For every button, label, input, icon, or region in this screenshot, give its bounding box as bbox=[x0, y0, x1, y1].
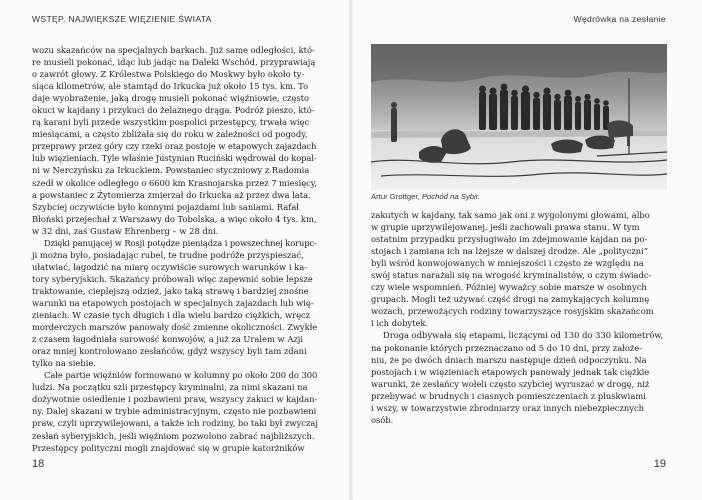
text-line: zakutych w kajdany, tak samo jak oni z wygolonymi głowami, albo bbox=[371, 210, 650, 220]
text-line: czy wiele wspomnień. Później wyważcy sobie marsze w osobnych bbox=[371, 282, 647, 293]
text-line: ji można było, posiadając rubel, te trudne podróże przyspieszać, bbox=[32, 249, 304, 260]
text-line: przebywać w brudnych i ciasnych pomieszczeniach z pluskwiami bbox=[371, 390, 646, 401]
text-line: traktowanie, cieplejszą odzież, jako taką strawę i bardziej znośne bbox=[32, 285, 309, 296]
illustration-grottger-pochod-na-sybir bbox=[371, 44, 667, 190]
text-line: a powstaniec z Żytomierza zmierzał do Irkucka aż przez dwa lata. bbox=[32, 189, 311, 200]
text-line: przeprawy przez góry czy rzeki oraz postoje w etapowych zajazdach bbox=[32, 141, 317, 152]
right-page-number: 19 bbox=[653, 458, 666, 470]
text-line: osób. bbox=[371, 414, 394, 425]
caption-title: Pochód na Sybir. bbox=[421, 192, 481, 201]
text-line: stojach i zamiana ich na lżejsze w dalszej drodze. Ale „polityczni” bbox=[371, 246, 649, 257]
text-line: ludzi. Na początku szli przestępcy kryminalni, za nimi skazani na bbox=[32, 382, 308, 393]
text-line: Błoński przejechał z Warszawy do Tobolska, a więc około 4 tys. km, bbox=[32, 213, 317, 224]
left-page-number: 18 bbox=[32, 458, 45, 470]
text-line: okuci w kajdany i przykuci do żelaznego drąga. Podróż pieszo, któ- bbox=[32, 105, 315, 116]
text-line: o zawrót głowy. Z Królestwa Polskiego do Moskwy było około ty- bbox=[32, 69, 305, 80]
text-line: re musieli pokonać, idąc lub jadąc na Daleki Wschód, przyprawiają bbox=[32, 57, 316, 68]
left-body-text bbox=[32, 44, 318, 454]
text-line: Całe partie więźniów formowano w kolumny po około 200 do 300 bbox=[44, 370, 318, 381]
text-line: szedł w okolice odległego o 6600 km Krasnojarska przez 7 miesięcy, bbox=[32, 177, 317, 188]
text-line: ostatnim przypadku przysługiwało im zdejmowanie kajdan na po- bbox=[371, 234, 648, 245]
caption-author: Artur Grottger, bbox=[371, 192, 420, 201]
text-line: warunki, że zesłańcy wołeli często szybciej wyruszać w drogę, niż bbox=[371, 378, 650, 389]
text-line: Dzięki panującej w Rosji potędze pieniądza i powszechnej korupc- bbox=[44, 237, 317, 248]
snow-ground bbox=[371, 130, 667, 190]
text-line: i ich dobytek. bbox=[371, 318, 429, 329]
text-line: grupach. Mogli też używać część drogi na zamykających kolumnę bbox=[371, 294, 650, 305]
text-line: rą karani byli przede wszystkim pospolici przestępcy, trwała więc bbox=[32, 117, 310, 128]
text-line: daje wyobrażenie, jaką drogę musieli pokonać więźniowie, często bbox=[32, 93, 310, 104]
text-line: w grupie uprzywilejowanej, jeśli zachowali prawa stanu. W tym bbox=[371, 222, 640, 233]
text-line: Przestępcy polityczni mogli znajdować się w grupie katorżników bbox=[32, 442, 305, 453]
text-line: miesiącami, a często zbliżała się do roku w zależności od pogody, bbox=[32, 129, 308, 140]
text-line: warunki na etapowych postojach w specjalnych zajazdach lub wię- bbox=[32, 297, 314, 308]
text-line: postojach i w więzieniach etapowych panowały jednak tak ciężkie bbox=[371, 366, 650, 377]
text-line: ni w Nerczyńsku za Irkuckiem. Powstaniec styczniowy z Radomia bbox=[32, 165, 310, 176]
text-line: wozach, przewożących rodziny towarzyszące rosyjskim skazańcom bbox=[371, 306, 654, 317]
text-line: oraz mniej kontrolowano zesłańców, gdyż wszyscy byli tam zdani bbox=[32, 346, 307, 357]
text-line: na pokonanie których przeznaczano od 5 do 10 dni, przy założe- bbox=[371, 342, 643, 353]
text-line: Szybciej oczywiście było konnymi pojazdami lub saniami. Rafał bbox=[32, 201, 300, 212]
text-line: swój status narażali się na wrogość kryminalistów, o czym świadc- bbox=[371, 270, 652, 281]
text-line: morderczych marszów panowały dość zmienne okoliczności. Zwykłe bbox=[32, 322, 318, 333]
text-line: byli wśród konwojowanych w mniejszości i często ze względu na bbox=[371, 258, 644, 269]
text-line: zieniach. W czasie tych długich i dla wielu bardzo ciężkich, wręcz bbox=[32, 310, 311, 321]
right-running-head: Wędrówka na zesłanie bbox=[573, 14, 666, 24]
illustration-caption bbox=[371, 192, 480, 201]
left-running-head: WSTĘP. NAJWIĘKSZE WIĘZIENIE ŚWIATA bbox=[32, 14, 212, 24]
text-line: ułatwiać, łagodzić na miarę oczywiście surowych warunków i ka- bbox=[32, 261, 308, 272]
text-line: tylko na siebie. bbox=[32, 358, 96, 369]
text-line: ny. Dalej skazani w trybie administracyjnym, często nie pozbawieni bbox=[32, 406, 317, 417]
text-line: lub więzieniach. Tyle właśnie Justynian Ruciński wędrował do kopal- bbox=[32, 153, 317, 164]
text-line: zesłań syberyjskich, jeśli więźniom pozwolono zabrać najbliższych. bbox=[32, 430, 315, 441]
text-line: z czasem łagodniała surowość konwojów, a już za Uralem w Azji bbox=[32, 334, 304, 345]
right-body-text bbox=[371, 209, 667, 426]
text-line: dożywotnie osiedlenie i pozbawieni praw, wszyscy zakuci w kajdan- bbox=[32, 394, 318, 405]
text-line: Droga odbywała się etapami, liczącymi od 130 do 330 kilometrów, bbox=[383, 330, 664, 341]
text-line: w 32 dni, zaś Gustaw Ehrenberg – w 28 dni. bbox=[32, 225, 219, 236]
right-page bbox=[351, 0, 702, 500]
text-line: niu, że po dwóch dniach marszu następuje dzień odpoczynku. Na bbox=[371, 354, 647, 365]
engraving-image bbox=[371, 44, 667, 190]
text-line: i wszy, w towarzystwie zbrodniarzy oraz innych niebezpiecznych bbox=[371, 402, 644, 413]
text-line: wozu skazańców na specjalnych barkach. Już same odległości, któ- bbox=[32, 45, 315, 55]
text-line: tory syberyjskich. Skazańcy próbowali więc zapewnić sobie lepsze bbox=[32, 273, 313, 284]
text-line: praw, czyli uprzywilejowani, a także ich rodziny, bo taki był zwyczaj bbox=[32, 418, 318, 429]
text-line: siąca kilometrów, ale stamtąd do Irkucka już około 15 tys. km. To bbox=[32, 81, 309, 92]
